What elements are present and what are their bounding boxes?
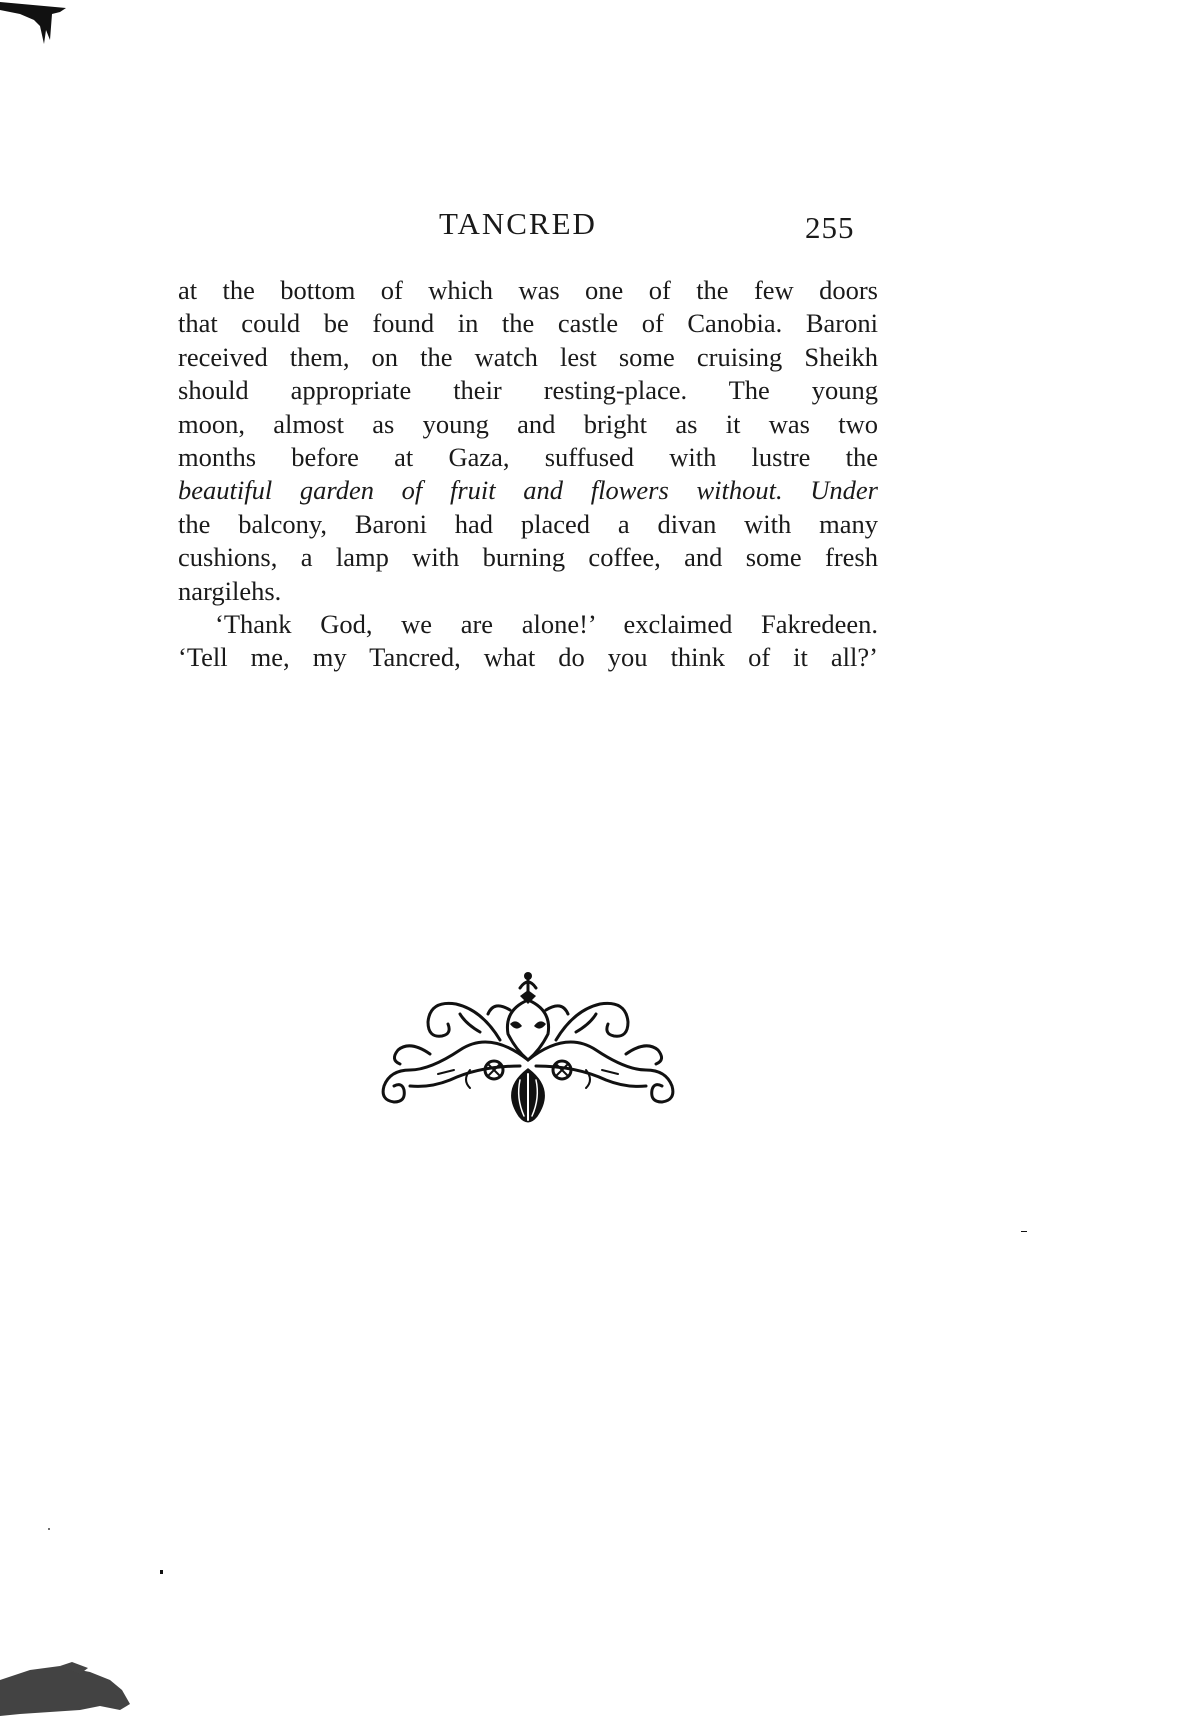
scan-speck: [1021, 1231, 1027, 1232]
scan-corner-mark-bottom: [0, 1660, 140, 1718]
text-line: cushions, a lamp with burning coffee, and some fresh: [178, 542, 878, 573]
scan-speck: [160, 1570, 163, 1574]
text-line: beautiful garden of fruit and flowers without. Under: [178, 475, 878, 506]
scan-speck: [48, 1528, 50, 1530]
body-text: [178, 274, 878, 675]
paragraph-2: [178, 608, 878, 675]
page-number: 255: [805, 210, 855, 245]
text-line: ‘Tell me, my Tancred, what do you think of it all?’: [178, 642, 878, 673]
text-line: nargilehs.: [178, 575, 282, 606]
running-title: TANCRED: [439, 206, 597, 241]
text-line: should appropriate their resting-place. The young: [178, 375, 878, 406]
floral-tailpiece-icon: [370, 970, 686, 1126]
scan-corner-mark-top: [0, 0, 70, 60]
text-line: moon, almost as young and bright as it was two: [178, 408, 878, 439]
text-line: months before at Gaza, suffused with lustre the: [178, 442, 878, 473]
text-line: that could be found in the castle of Canobia. Baroni: [178, 308, 878, 339]
text-line: at the bottom of which was one of the few doors: [178, 275, 878, 305]
running-head: [178, 206, 878, 246]
text-line: received them, on the watch lest some cruising Sheikh: [178, 341, 878, 372]
text-line: ‘Thank God, we are alone!’ exclaimed Fakredeen.: [215, 609, 878, 640]
paragraph-1: [178, 274, 878, 608]
text-line: the balcony, Baroni had placed a divan with many: [178, 508, 878, 539]
